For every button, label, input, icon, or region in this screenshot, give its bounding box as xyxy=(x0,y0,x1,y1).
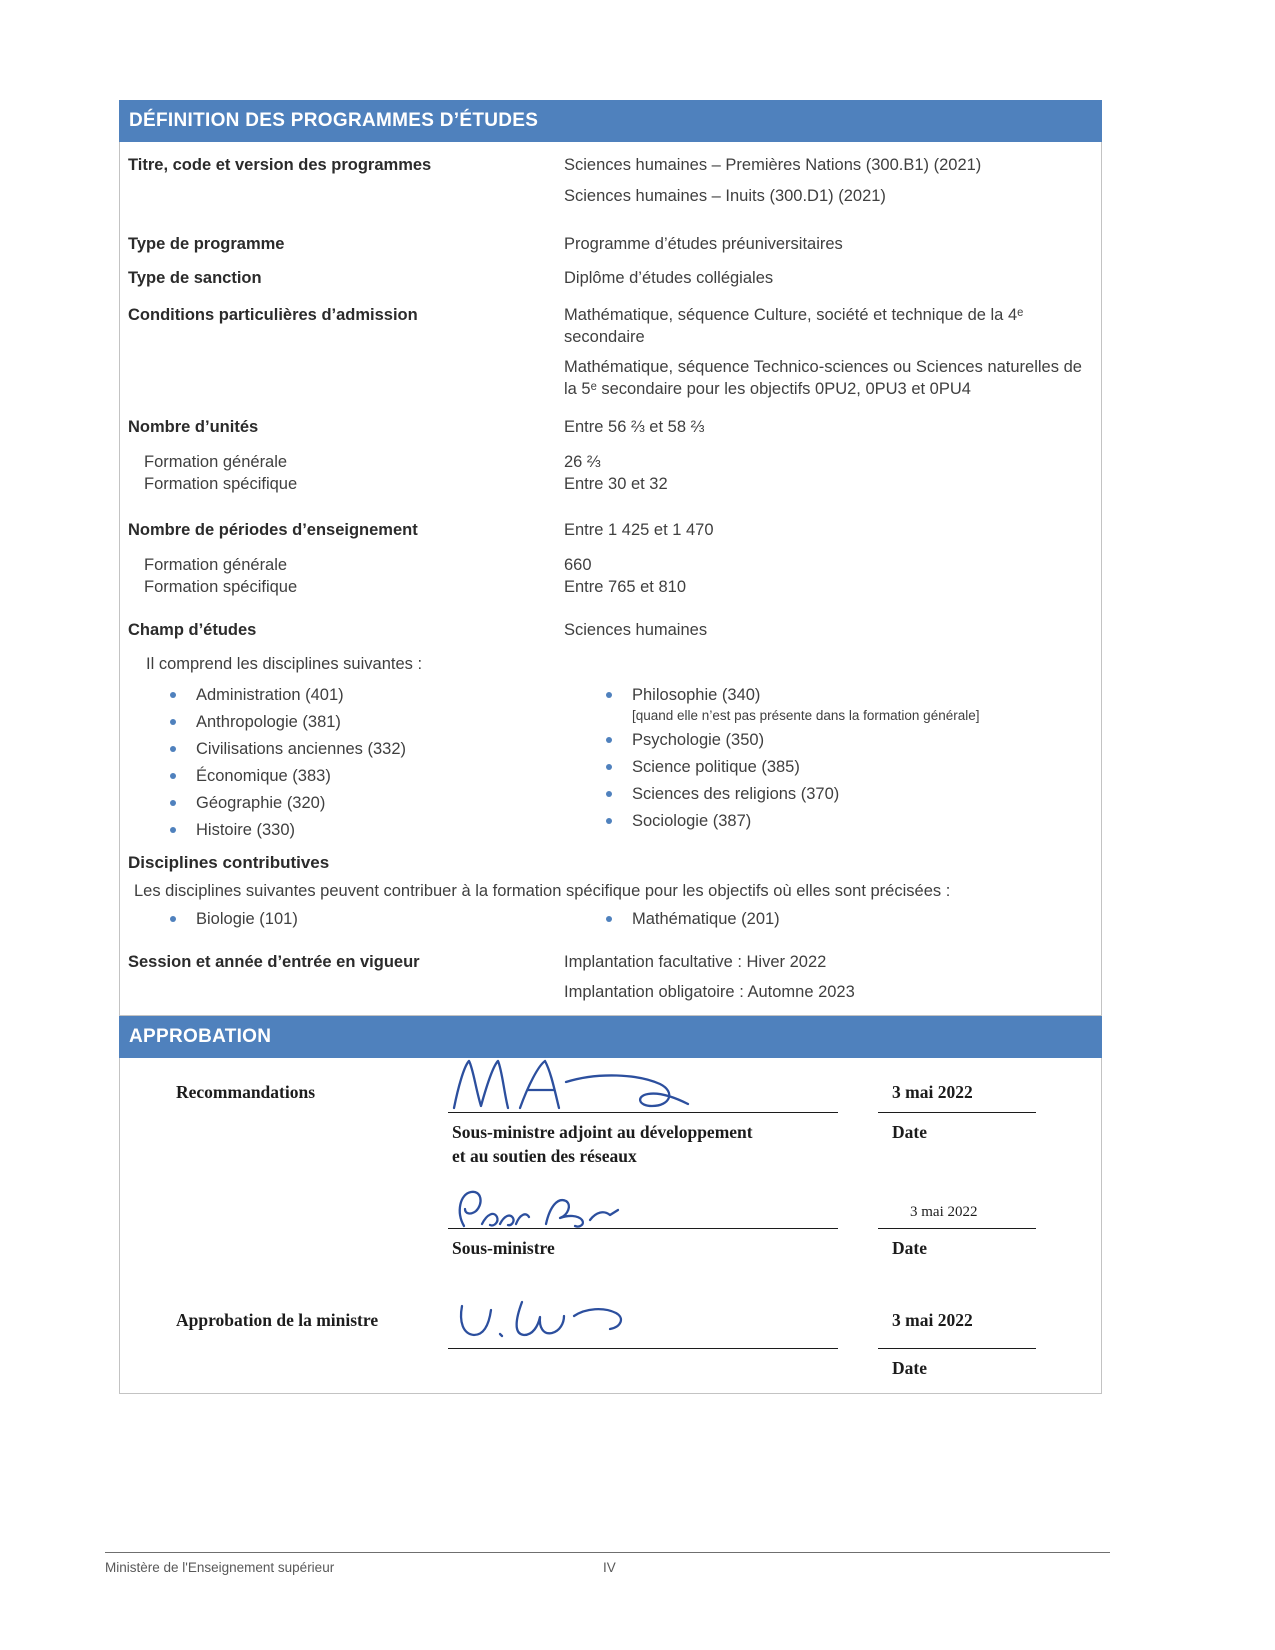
titre-values xyxy=(564,154,1093,207)
footer-ministry: Ministère de l'Enseignement supérieur xyxy=(105,1560,335,1575)
titre-label: Titre, code et version des programmes xyxy=(128,156,432,174)
type-sanction-value: Diplôme d’études collégiales xyxy=(564,269,774,287)
row-periodes xyxy=(128,519,1093,541)
approbation-box xyxy=(119,1058,1102,1394)
signatory-title-1-line1: Sous-ministre adjoint au développement xyxy=(452,1122,753,1142)
titre-value-line2: Sciences humaines – Inuits (300.D1) (2021) xyxy=(564,187,886,205)
disciplines-intro: Il comprend les disciplines suivantes : xyxy=(146,655,423,673)
unites-label: Nombre d’unités xyxy=(128,418,259,436)
ministre-label: Approbation de la ministre xyxy=(176,1310,379,1330)
date-label-2: Date xyxy=(892,1238,927,1258)
definition-section-header xyxy=(119,100,1102,142)
unites-generale-label: Formation générale xyxy=(144,453,288,471)
conditions-paragraph-2: Mathématique, séquence Technico-sciences ou Sciences naturelles de la 5ᵉ secondaire pour les objectifs 0PU2, 0PU3 et 0PU4 xyxy=(564,358,1082,398)
footer-divider xyxy=(105,1552,1110,1553)
type-programme-value: Programme d’études préuniversitaires xyxy=(564,235,843,253)
date-value-2: 3 mai 2022 xyxy=(910,1204,978,1220)
periodes-value: Entre 1 425 et 1 470 xyxy=(564,521,714,539)
disciplines-list-right xyxy=(588,684,1093,846)
signature-line-ministre xyxy=(448,1348,838,1349)
session-value-line1: Implantation facultative : Hiver 2022 xyxy=(564,953,827,971)
row-titre xyxy=(128,154,1093,207)
row-conditions xyxy=(128,304,1093,400)
discipline-item: Anthropologie (381) xyxy=(152,711,588,733)
discipline-item: Sciences des religions (370) xyxy=(588,783,1093,805)
type-sanction-label: Type de sanction xyxy=(128,269,262,287)
periodes-specifique-value: Entre 765 et 810 xyxy=(564,578,687,596)
date-line-1 xyxy=(878,1112,1036,1113)
signature-recommandations-image xyxy=(448,1054,698,1116)
date-value-3: 3 mai 2022 xyxy=(892,1310,973,1330)
approbation-section-title: APPROBATION xyxy=(129,1026,272,1047)
row-unites-specifique xyxy=(128,473,1093,495)
program-definition-document xyxy=(119,100,1102,1394)
row-session xyxy=(128,951,1093,1003)
row-periodes-generale xyxy=(128,554,1093,576)
signature-ministre-image xyxy=(450,1290,660,1346)
session-label: Session et année d’entrée en vigueur xyxy=(128,953,420,971)
signatory-title-2: Sous-ministre xyxy=(452,1238,555,1258)
unites-value: Entre 56 ⅔ et 58 ⅔ xyxy=(564,418,705,436)
approbation-section-header xyxy=(119,1016,1102,1058)
contributives-intro: Les disciplines suivantes peuvent contribuer à la formation spécifique pour les objectifs où elles sont précisées : xyxy=(134,882,951,900)
row-unites xyxy=(128,416,1093,438)
contributives-list-right xyxy=(588,908,1093,935)
session-value-line2: Implantation obligatoire : Automne 2023 xyxy=(564,983,855,1001)
periodes-specifique-label: Formation spécifique xyxy=(144,578,298,596)
signature-line-sous-ministre xyxy=(448,1228,838,1229)
date-value-1: 3 mai 2022 xyxy=(892,1082,973,1102)
date-label-1: Date xyxy=(892,1122,927,1142)
unites-specifique-value: Entre 30 et 32 xyxy=(564,475,668,493)
discipline-item: Géographie (320) xyxy=(152,792,588,814)
date-line-2 xyxy=(878,1228,1036,1229)
recommandations-label: Recommandations xyxy=(176,1082,316,1102)
definition-table xyxy=(119,142,1102,1016)
date-label-3: Date xyxy=(892,1358,927,1378)
discipline-item: Science politique (385) xyxy=(588,756,1093,778)
discipline-item: Biologie (101) xyxy=(152,908,588,930)
periodes-label: Nombre de périodes d’enseignement xyxy=(128,521,418,539)
conditions-values xyxy=(564,304,1093,400)
disciplines-list-left xyxy=(152,684,588,846)
signature-sous-ministre-image xyxy=(452,1182,642,1232)
periodes-generale-label: Formation générale xyxy=(144,556,288,574)
discipline-item xyxy=(588,684,1093,724)
session-values xyxy=(564,951,1093,1003)
row-periodes-specifique xyxy=(128,576,1093,598)
champ-label: Champ d’études xyxy=(128,621,257,639)
type-programme-label: Type de programme xyxy=(128,235,285,253)
conditions-paragraph-1: Mathématique, séquence Culture, société et technique de la 4ᵉ secondaire xyxy=(564,306,1024,346)
signatory-title-1-line2: et au soutien des réseaux xyxy=(452,1146,637,1166)
definition-section-title: DÉFINITION DES PROGRAMMES D’ÉTUDES xyxy=(129,110,539,131)
signatory-title-1 xyxy=(452,1120,753,1168)
periodes-generale-value: 660 xyxy=(564,556,592,574)
unites-generale-value: 26 ⅔ xyxy=(564,453,601,471)
discipline-item: Civilisations anciennes (332) xyxy=(152,738,588,760)
discipline-note: [quand elle n’est pas présente dans la formation générale] xyxy=(632,708,980,723)
row-unites-generale xyxy=(128,451,1093,473)
date-line-3 xyxy=(878,1348,1036,1349)
titre-value-line1: Sciences humaines – Premières Nations (300.B1) (2021) xyxy=(564,156,982,174)
disciplines-lists xyxy=(128,684,1093,846)
discipline-item: Psychologie (350) xyxy=(588,729,1093,751)
discipline-item: Histoire (330) xyxy=(152,819,588,841)
row-type-sanction xyxy=(128,267,1093,289)
discipline-item: Mathématique (201) xyxy=(588,908,1093,930)
signature-line-recommandations xyxy=(448,1112,838,1113)
unites-specifique-label: Formation spécifique xyxy=(144,475,298,493)
discipline-item: Sociologie (387) xyxy=(588,810,1093,832)
row-type-programme xyxy=(128,233,1093,255)
conditions-label: Conditions particulières d’admission xyxy=(128,306,418,324)
discipline-item: Administration (401) xyxy=(152,684,588,706)
row-champ xyxy=(128,619,1093,641)
discipline-item: Économique (383) xyxy=(152,765,588,787)
footer-page-number: IV xyxy=(603,1560,616,1575)
contributives-lists xyxy=(128,908,1093,935)
discipline-text: Philosophie (340) xyxy=(632,686,761,704)
contributives-title: Disciplines contributives xyxy=(128,853,330,872)
contributives-list-left xyxy=(152,908,588,935)
champ-value: Sciences humaines xyxy=(564,621,708,639)
